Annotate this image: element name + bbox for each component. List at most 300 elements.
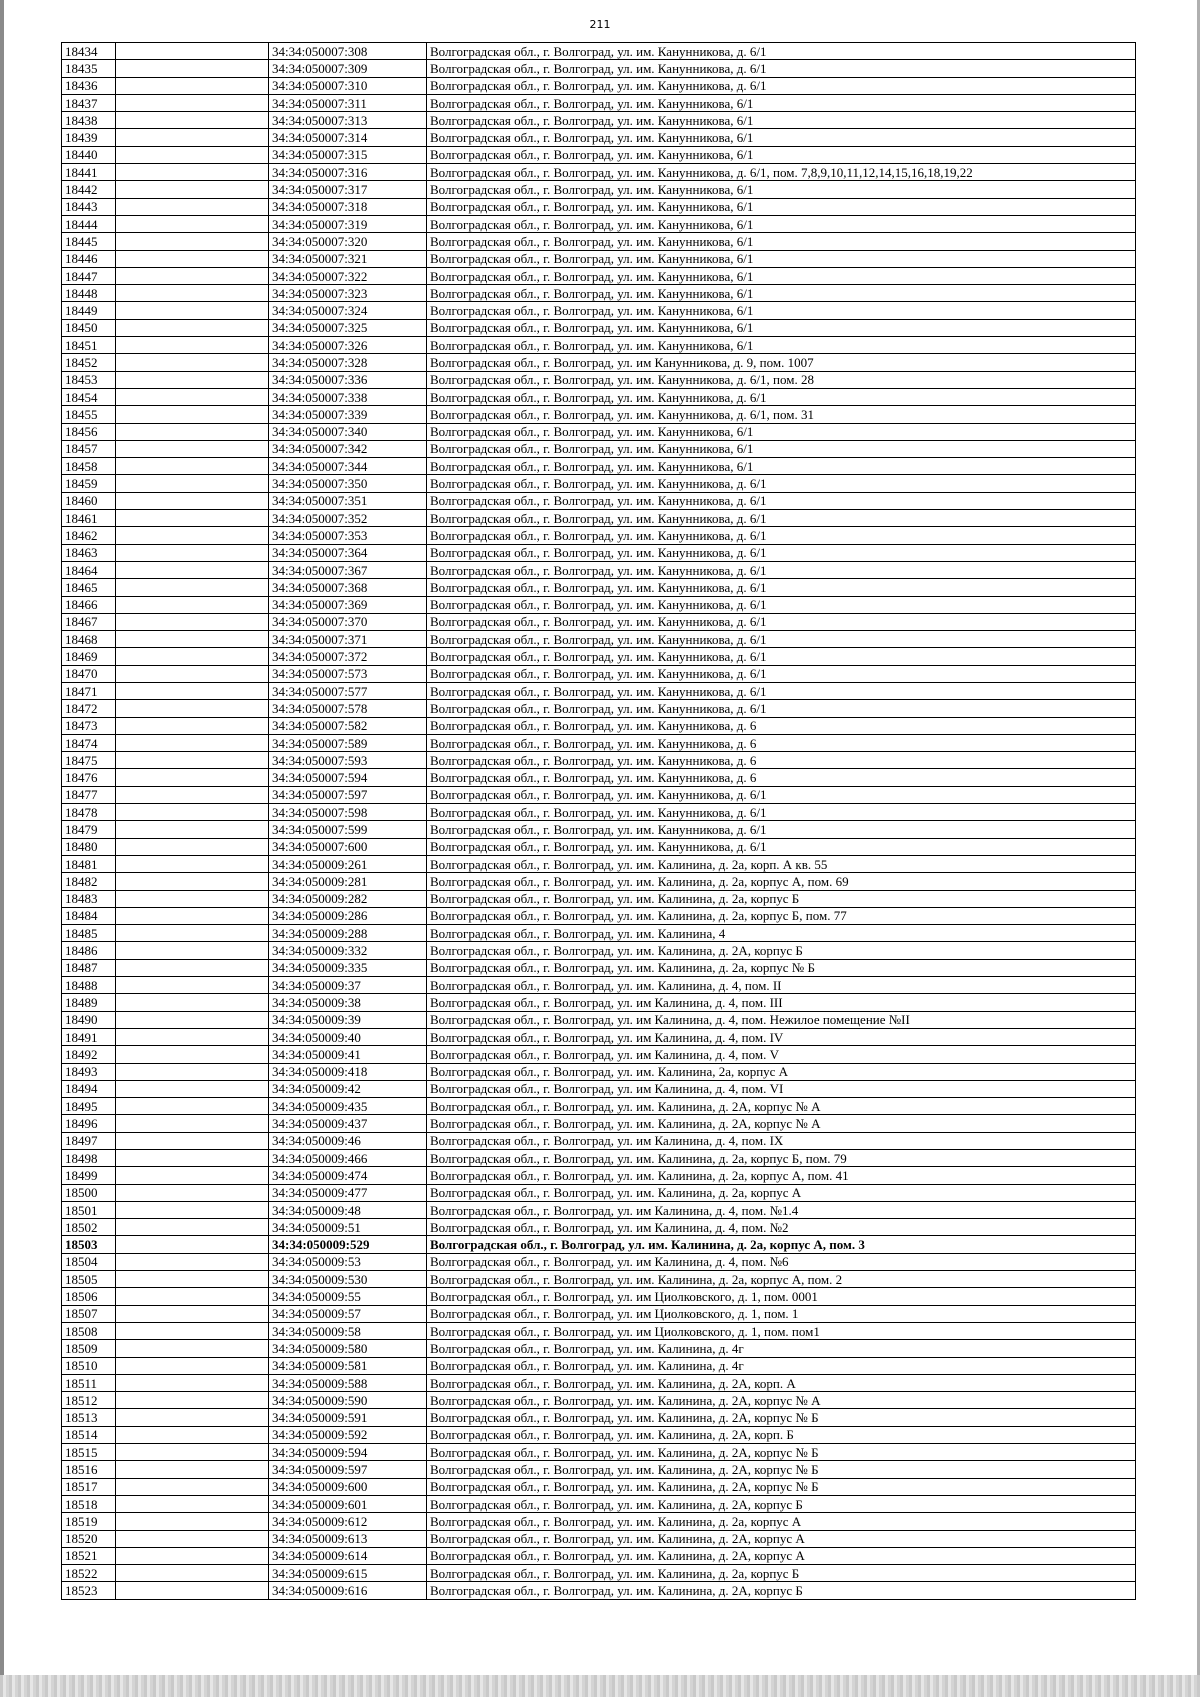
table-row — [62, 43, 1136, 60]
address-cell: Волгоградская обл., г. Волгоград, ул. им. Калинина, д. 2а, корпус Б — [427, 1565, 1136, 1582]
table-row — [62, 492, 1136, 509]
table-row — [62, 821, 1136, 838]
cadastral-number-cell: 34:34:050009:437 — [269, 1115, 427, 1132]
address-cell: Волгоградская обл., г. Волгоград, ул. им. Канунникова, 6/1 — [427, 94, 1136, 111]
table-row — [62, 129, 1136, 146]
cadastral-number-cell: 34:34:050009:612 — [269, 1513, 427, 1530]
row-number-cell: 18517 — [62, 1478, 116, 1495]
table-row — [62, 112, 1136, 129]
table-row — [62, 579, 1136, 596]
table-row — [62, 181, 1136, 198]
cadastral-number-cell: 34:34:050007:328 — [269, 354, 427, 371]
address-cell: Волгоградская обл., г. Волгоград, ул. им. Канунникова, д. 6/1, пом. 28 — [427, 371, 1136, 388]
address-cell: Волгоградская обл., г. Волгоград, ул. им. Калинина, д. 4г — [427, 1357, 1136, 1374]
table-row — [62, 665, 1136, 682]
address-cell: Волгоградская обл., г. Волгоград, ул. им. Канунникова, д. 6/1 — [427, 510, 1136, 527]
row-number-cell: 18443 — [62, 198, 116, 215]
empty-cell — [116, 1530, 269, 1547]
empty-cell — [116, 1322, 269, 1339]
table-row — [62, 267, 1136, 284]
table-row — [62, 1340, 1136, 1357]
empty-cell — [116, 786, 269, 803]
table-row — [62, 1426, 1136, 1443]
cadastral-number-cell: 34:34:050007:599 — [269, 821, 427, 838]
empty-cell — [116, 1253, 269, 1270]
cadastral-number-cell: 34:34:050007:320 — [269, 233, 427, 250]
empty-cell — [116, 492, 269, 509]
cadastral-number-cell: 34:34:050009:477 — [269, 1184, 427, 1201]
address-cell: Волгоградская обл., г. Волгоград, ул. им. Калинина, д. 2А, корпус № Б — [427, 1478, 1136, 1495]
empty-cell — [116, 1582, 269, 1599]
address-cell: Волгоградская обл., г. Волгоград, ул. им. Канунникова, 6/1 — [427, 423, 1136, 440]
row-number-cell: 18513 — [62, 1409, 116, 1426]
table-row — [62, 1322, 1136, 1339]
address-cell: Волгоградская обл., г. Волгоград, ул. им. Калинина, д. 4г — [427, 1340, 1136, 1357]
row-number-cell: 18489 — [62, 994, 116, 1011]
empty-cell — [116, 1098, 269, 1115]
empty-cell — [116, 734, 269, 751]
cadastral-number-cell: 34:34:050009:591 — [269, 1409, 427, 1426]
row-number-cell: 18461 — [62, 510, 116, 527]
page-number: 211 — [589, 18, 611, 31]
row-number-cell: 18470 — [62, 665, 116, 682]
table-row — [62, 1582, 1136, 1599]
cadastral-number-cell: 34:34:050007:318 — [269, 198, 427, 215]
table-row — [62, 1271, 1136, 1288]
address-cell: Волгоградская обл., г. Волгоград, ул. им. Калинина, д. 2а, корп. А кв. 55 — [427, 855, 1136, 872]
cadastral-number-cell: 34:34:050007:309 — [269, 60, 427, 77]
table-row — [62, 1253, 1136, 1270]
table-row — [62, 855, 1136, 872]
cadastral-number-cell: 34:34:050007:578 — [269, 700, 427, 717]
table-row — [62, 1184, 1136, 1201]
address-cell: Волгоградская обл., г. Волгоград, ул. им. Канунникова, д. 6/1 — [427, 43, 1136, 60]
cadastral-number-cell: 34:34:050007:319 — [269, 215, 427, 232]
cadastral-number-cell: 34:34:050007:336 — [269, 371, 427, 388]
empty-cell — [116, 579, 269, 596]
row-number-cell: 18460 — [62, 492, 116, 509]
row-number-cell: 18458 — [62, 458, 116, 475]
row-number-cell: 18505 — [62, 1271, 116, 1288]
row-number-cell: 18467 — [62, 613, 116, 630]
table-row — [62, 544, 1136, 561]
table-row — [62, 942, 1136, 959]
address-cell: Волгоградская обл., г. Волгоград, ул. им Калинина, д. 4, пом. V — [427, 1046, 1136, 1063]
cadastral-number-cell: 34:34:050009:288 — [269, 925, 427, 942]
address-cell: Волгоградская обл., г. Волгоград, ул. им. Канунникова, 6/1 — [427, 440, 1136, 457]
empty-cell — [116, 631, 269, 648]
table-row — [62, 164, 1136, 181]
row-number-cell: 18495 — [62, 1098, 116, 1115]
cadastral-number-cell: 34:34:050007:344 — [269, 458, 427, 475]
address-cell: Волгоградская обл., г. Волгоград, ул. им. Калинина, д. 2а, корпус А, пом. 41 — [427, 1167, 1136, 1184]
row-number-cell: 18486 — [62, 942, 116, 959]
registry-table-container — [61, 42, 1135, 1600]
empty-cell — [116, 1426, 269, 1443]
address-cell: Волгоградская обл., г. Волгоград, ул. им. Канунникова, д. 6 — [427, 717, 1136, 734]
registry-table-body — [62, 43, 1136, 1600]
cadastral-number-cell: 34:34:050007:351 — [269, 492, 427, 509]
table-row — [62, 752, 1136, 769]
address-cell: Волгоградская обл., г. Волгоград, ул. им. Канунникова, 6/1 — [427, 458, 1136, 475]
table-row — [62, 994, 1136, 1011]
cadastral-number-cell: 34:34:050009:588 — [269, 1374, 427, 1391]
address-cell: Волгоградская обл., г. Волгоград, ул. им. Калинина, д. 2А, корпус А — [427, 1547, 1136, 1564]
table-row — [62, 873, 1136, 890]
address-cell: Волгоградская обл., г. Волгоград, ул. им. Калинина, д. 2А, корпус № А — [427, 1098, 1136, 1115]
cadastral-number-cell: 34:34:050007:322 — [269, 267, 427, 284]
table-row — [62, 1565, 1136, 1582]
row-number-cell: 18449 — [62, 302, 116, 319]
address-cell: Волгоградская обл., г. Волгоград, ул. им. Калинина, д. 2А, корпус Б — [427, 1495, 1136, 1512]
empty-cell — [116, 285, 269, 302]
cadastral-number-cell: 34:34:050009:615 — [269, 1565, 427, 1582]
table-row — [62, 440, 1136, 457]
cadastral-number-cell: 34:34:050007:364 — [269, 544, 427, 561]
address-cell: Волгоградская обл., г. Волгоград, ул. им. Калинина, 4 — [427, 925, 1136, 942]
table-row — [62, 388, 1136, 405]
row-number-cell: 18480 — [62, 838, 116, 855]
row-number-cell: 18484 — [62, 907, 116, 924]
address-cell: Волгоградская обл., г. Волгоград, ул. им. Канунникова, д. 6/1 — [427, 786, 1136, 803]
address-cell: Волгоградская обл., г. Волгоград, ул. им. Калинина, 2а, корпус А — [427, 1063, 1136, 1080]
cadastral-number-cell: 34:34:050009:529 — [269, 1236, 427, 1253]
cadastral-number-cell: 34:34:050009:42 — [269, 1080, 427, 1097]
cadastral-number-cell: 34:34:050007:314 — [269, 129, 427, 146]
empty-cell — [116, 112, 269, 129]
address-cell: Волгоградская обл., г. Волгоград, ул. им Канунникова, д. 9, пом. 1007 — [427, 354, 1136, 371]
empty-cell — [116, 544, 269, 561]
row-number-cell: 18503 — [62, 1236, 116, 1253]
table-row — [62, 371, 1136, 388]
cadastral-number-cell: 34:34:050009:418 — [269, 1063, 427, 1080]
empty-cell — [116, 769, 269, 786]
empty-cell — [116, 682, 269, 699]
empty-cell — [116, 164, 269, 181]
table-row — [62, 769, 1136, 786]
cadastral-number-cell: 34:34:050009:530 — [269, 1271, 427, 1288]
row-number-cell: 18490 — [62, 1011, 116, 1028]
row-number-cell: 18497 — [62, 1132, 116, 1149]
address-cell: Волгоградская обл., г. Волгоград, ул. им. Канунникова, 6/1 — [427, 233, 1136, 250]
row-number-cell: 18476 — [62, 769, 116, 786]
address-cell: Волгоградская обл., г. Волгоград, ул. им Циолковского, д. 1, пом. 0001 — [427, 1288, 1136, 1305]
address-cell: Волгоградская обл., г. Волгоград, ул. им. Канунникова, д. 6/1 — [427, 631, 1136, 648]
empty-cell — [116, 1547, 269, 1564]
address-cell: Волгоградская обл., г. Волгоград, ул. им. Канунникова, д. 6/1, пом. 7,8,9,10,11,12,14,15,16,18,19,22 — [427, 164, 1136, 181]
row-number-cell: 18491 — [62, 1028, 116, 1045]
cadastral-number-cell: 34:34:050009:590 — [269, 1392, 427, 1409]
cadastral-number-cell: 34:34:050007:598 — [269, 804, 427, 821]
row-number-cell: 18498 — [62, 1150, 116, 1167]
row-number-cell: 18464 — [62, 561, 116, 578]
empty-cell — [116, 267, 269, 284]
address-cell: Волгоградская обл., г. Волгоград, ул. им. Канунникова, д. 6/1 — [427, 682, 1136, 699]
empty-cell — [116, 907, 269, 924]
address-cell: Волгоградская обл., г. Волгоград, ул. им. Канунникова, д. 6 — [427, 769, 1136, 786]
row-number-cell: 18463 — [62, 544, 116, 561]
empty-cell — [116, 959, 269, 976]
cadastral-number-cell: 34:34:050007:372 — [269, 648, 427, 665]
address-cell: Волгоградская обл., г. Волгоград, ул. им. Калинина, д. 2а, корпус А — [427, 1184, 1136, 1201]
table-row — [62, 613, 1136, 630]
row-number-cell: 18469 — [62, 648, 116, 665]
scan-bottom-edge — [0, 1675, 1200, 1697]
cadastral-number-cell: 34:34:050009:286 — [269, 907, 427, 924]
row-number-cell: 18468 — [62, 631, 116, 648]
table-row — [62, 1392, 1136, 1409]
row-number-cell: 18475 — [62, 752, 116, 769]
address-cell: Волгоградская обл., г. Волгоград, ул. им. Калинина, д. 2а, корпус А — [427, 1513, 1136, 1530]
table-row — [62, 510, 1136, 527]
row-number-cell: 18472 — [62, 700, 116, 717]
cadastral-number-cell: 34:34:050009:597 — [269, 1461, 427, 1478]
address-cell: Волгоградская обл., г. Волгоград, ул. им. Канунникова, д. 6/1 — [427, 527, 1136, 544]
row-number-cell: 18499 — [62, 1167, 116, 1184]
row-number-cell: 18465 — [62, 579, 116, 596]
empty-cell — [116, 752, 269, 769]
table-row — [62, 302, 1136, 319]
row-number-cell: 18518 — [62, 1495, 116, 1512]
row-number-cell: 18507 — [62, 1305, 116, 1322]
address-cell: Волгоградская обл., г. Волгоград, ул. им Циолковского, д. 1, пом. пом1 — [427, 1322, 1136, 1339]
address-cell: Волгоградская обл., г. Волгоград, ул. им. Канунникова, 6/1 — [427, 215, 1136, 232]
table-row — [62, 146, 1136, 163]
cadastral-number-cell: 34:34:050009:581 — [269, 1357, 427, 1374]
row-number-cell: 18493 — [62, 1063, 116, 1080]
row-number-cell: 18479 — [62, 821, 116, 838]
row-number-cell: 18520 — [62, 1530, 116, 1547]
empty-cell — [116, 77, 269, 94]
cadastral-number-cell: 34:34:050009:38 — [269, 994, 427, 1011]
row-number-cell: 18451 — [62, 337, 116, 354]
table-row — [62, 717, 1136, 734]
row-number-cell: 18483 — [62, 890, 116, 907]
cadastral-number-cell: 34:34:050009:261 — [269, 855, 427, 872]
address-cell: Волгоградская обл., г. Волгоград, ул. им. Канунникова, д. 6/1 — [427, 821, 1136, 838]
cadastral-number-cell: 34:34:050009:580 — [269, 1340, 427, 1357]
empty-cell — [116, 1392, 269, 1409]
address-cell: Волгоградская обл., г. Волгоград, ул. им. Калинина, д. 2а, корпус А, пом. 2 — [427, 1271, 1136, 1288]
table-row — [62, 233, 1136, 250]
cadastral-number-cell: 34:34:050007:308 — [269, 43, 427, 60]
row-number-cell: 18456 — [62, 423, 116, 440]
table-row — [62, 198, 1136, 215]
row-number-cell: 18474 — [62, 734, 116, 751]
empty-cell — [116, 613, 269, 630]
row-number-cell: 18444 — [62, 215, 116, 232]
address-cell: Волгоградская обл., г. Волгоград, ул. им. Канунникова, д. 6/1 — [427, 475, 1136, 492]
cadastral-number-cell: 34:34:050007:316 — [269, 164, 427, 181]
row-number-cell: 18501 — [62, 1201, 116, 1218]
row-number-cell: 18522 — [62, 1565, 116, 1582]
table-row — [62, 1547, 1136, 1564]
empty-cell — [116, 1409, 269, 1426]
row-number-cell: 18457 — [62, 440, 116, 457]
address-cell: Волгоградская обл., г. Волгоград, ул. им Калинина, д. 4, пом. IX — [427, 1132, 1136, 1149]
empty-cell — [116, 1461, 269, 1478]
cadastral-number-cell: 34:34:050009:466 — [269, 1150, 427, 1167]
empty-cell — [116, 925, 269, 942]
address-cell: Волгоградская обл., г. Волгоград, ул. им. Канунникова, д. 6/1 — [427, 804, 1136, 821]
address-cell: Волгоградская обл., г. Волгоград, ул. им. Канунникова, 6/1 — [427, 146, 1136, 163]
registry-table — [61, 42, 1136, 1600]
empty-cell — [116, 94, 269, 111]
cadastral-number-cell: 34:34:050009:40 — [269, 1028, 427, 1045]
empty-cell — [116, 510, 269, 527]
empty-cell — [116, 1236, 269, 1253]
cadastral-number-cell: 34:34:050007:339 — [269, 406, 427, 423]
empty-cell — [116, 302, 269, 319]
empty-cell — [116, 1028, 269, 1045]
table-row — [62, 60, 1136, 77]
address-cell: Волгоградская обл., г. Волгоград, ул. им. Канунникова, д. 6/1 — [427, 77, 1136, 94]
table-row — [62, 423, 1136, 440]
empty-cell — [116, 198, 269, 215]
row-number-cell: 18512 — [62, 1392, 116, 1409]
table-row — [62, 1011, 1136, 1028]
cadastral-number-cell: 34:34:050009:48 — [269, 1201, 427, 1218]
row-number-cell: 18510 — [62, 1357, 116, 1374]
empty-cell — [116, 665, 269, 682]
cadastral-number-cell: 34:34:050009:39 — [269, 1011, 427, 1028]
cadastral-number-cell: 34:34:050007:317 — [269, 181, 427, 198]
address-cell: Волгоградская обл., г. Волгоград, ул. им. Канунникова, д. 6/1, пом. 31 — [427, 406, 1136, 423]
empty-cell — [116, 440, 269, 457]
cadastral-number-cell: 34:34:050007:338 — [269, 388, 427, 405]
cadastral-number-cell: 34:34:050009:57 — [269, 1305, 427, 1322]
address-cell: Волгоградская обл., г. Волгоград, ул. им. Канунникова, д. 6 — [427, 752, 1136, 769]
table-row — [62, 1219, 1136, 1236]
address-cell: Волгоградская обл., г. Волгоград, ул. им. Калинина, д. 2а, корпус Б — [427, 890, 1136, 907]
table-row — [62, 734, 1136, 751]
cadastral-number-cell: 34:34:050009:51 — [269, 1219, 427, 1236]
address-cell: Волгоградская обл., г. Волгоград, ул. им. Канунникова, д. 6/1 — [427, 648, 1136, 665]
cadastral-number-cell: 34:34:050007:313 — [269, 112, 427, 129]
address-cell: Волгоградская обл., г. Волгоград, ул. им. Канунникова, д. 6 — [427, 734, 1136, 751]
table-row — [62, 527, 1136, 544]
address-cell: Волгоградская обл., г. Волгоград, ул. им. Канунникова, 6/1 — [427, 285, 1136, 302]
table-row — [62, 215, 1136, 232]
row-number-cell: 18500 — [62, 1184, 116, 1201]
table-row — [62, 1357, 1136, 1374]
cadastral-number-cell: 34:34:050007:342 — [269, 440, 427, 457]
address-cell: Волгоградская обл., г. Волгоград, ул. им. Калинина, д. 2а, корпус Б, пом. 77 — [427, 907, 1136, 924]
empty-cell — [116, 1357, 269, 1374]
empty-cell — [116, 1305, 269, 1322]
table-row — [62, 977, 1136, 994]
cadastral-number-cell: 34:34:050007:340 — [269, 423, 427, 440]
empty-cell — [116, 1288, 269, 1305]
row-number-cell: 18509 — [62, 1340, 116, 1357]
empty-cell — [116, 648, 269, 665]
table-row — [62, 1063, 1136, 1080]
cadastral-number-cell: 34:34:050009:592 — [269, 1426, 427, 1443]
row-number-cell: 18478 — [62, 804, 116, 821]
cadastral-number-cell: 34:34:050007:573 — [269, 665, 427, 682]
address-cell: Волгоградская обл., г. Волгоград, ул. им Калинина, д. 4, пом. IV — [427, 1028, 1136, 1045]
table-row — [62, 458, 1136, 475]
row-number-cell: 18448 — [62, 285, 116, 302]
address-cell: Волгоградская обл., г. Волгоград, ул. им. Канунникова, 6/1 — [427, 250, 1136, 267]
cadastral-number-cell: 34:34:050007:371 — [269, 631, 427, 648]
address-cell: Волгоградская обл., г. Волгоград, ул. им. Калинина, д. 2а, корпус А, пом. 3 — [427, 1236, 1136, 1253]
cadastral-number-cell: 34:34:050009:435 — [269, 1098, 427, 1115]
address-cell: Волгоградская обл., г. Волгоград, ул. им. Канунникова, 6/1 — [427, 112, 1136, 129]
cadastral-number-cell: 34:34:050009:58 — [269, 1322, 427, 1339]
row-number-cell: 18466 — [62, 596, 116, 613]
row-number-cell: 18459 — [62, 475, 116, 492]
empty-cell — [116, 717, 269, 734]
empty-cell — [116, 43, 269, 60]
cadastral-number-cell: 34:34:050007:582 — [269, 717, 427, 734]
address-cell: Волгоградская обл., г. Волгоград, ул. им. Калинина, д. 2А, корпус № Б — [427, 1461, 1136, 1478]
cadastral-number-cell: 34:34:050009:614 — [269, 1547, 427, 1564]
table-row — [62, 1098, 1136, 1115]
cadastral-number-cell: 34:34:050009:37 — [269, 977, 427, 994]
empty-cell — [116, 215, 269, 232]
address-cell: Волгоградская обл., г. Волгоград, ул. им. Канунникова, д. 6/1 — [427, 700, 1136, 717]
row-number-cell: 18447 — [62, 267, 116, 284]
table-row — [62, 682, 1136, 699]
cadastral-number-cell: 34:34:050007:321 — [269, 250, 427, 267]
address-cell: Волгоградская обл., г. Волгоград, ул. им. Калинина, д. 2А, корпус № Б — [427, 1444, 1136, 1461]
address-cell: Волгоградская обл., г. Волгоград, ул. им Калинина, д. 4, пом. №1.4 — [427, 1201, 1136, 1218]
cadastral-number-cell: 34:34:050007:325 — [269, 319, 427, 336]
empty-cell — [116, 1340, 269, 1357]
cadastral-number-cell: 34:34:050007:310 — [269, 77, 427, 94]
row-number-cell: 18477 — [62, 786, 116, 803]
empty-cell — [116, 1513, 269, 1530]
row-number-cell: 18434 — [62, 43, 116, 60]
empty-cell — [116, 821, 269, 838]
address-cell: Волгоградская обл., г. Волгоград, ул. им. Калинина, д. 2а, корпус Б, пом. 79 — [427, 1150, 1136, 1167]
address-cell: Волгоградская обл., г. Волгоград, ул. им. Канунникова, д. 6/1 — [427, 613, 1136, 630]
address-cell: Волгоградская обл., г. Волгоград, ул. им. Калинина, д. 2А, корпус № Б — [427, 1409, 1136, 1426]
empty-cell — [116, 527, 269, 544]
empty-cell — [116, 337, 269, 354]
empty-cell — [116, 1115, 269, 1132]
table-row — [62, 319, 1136, 336]
table-row — [62, 94, 1136, 111]
address-cell: Волгоградская обл., г. Волгоград, ул. им Калинина, д. 4, пом. III — [427, 994, 1136, 1011]
address-cell: Волгоградская обл., г. Волгоград, ул. им. Канунникова, 6/1 — [427, 181, 1136, 198]
empty-cell — [116, 1478, 269, 1495]
cadastral-number-cell: 34:34:050009:335 — [269, 959, 427, 976]
table-row — [62, 1444, 1136, 1461]
table-row — [62, 1132, 1136, 1149]
table-row — [62, 1115, 1136, 1132]
row-number-cell: 18519 — [62, 1513, 116, 1530]
row-number-cell: 18514 — [62, 1426, 116, 1443]
empty-cell — [116, 804, 269, 821]
row-number-cell: 18455 — [62, 406, 116, 423]
table-row — [62, 1201, 1136, 1218]
table-row — [62, 907, 1136, 924]
empty-cell — [116, 146, 269, 163]
empty-cell — [116, 855, 269, 872]
table-row — [62, 700, 1136, 717]
table-row — [62, 285, 1136, 302]
address-cell: Волгоградская обл., г. Волгоград, ул. им. Калинина, д. 2А, корпус Б — [427, 942, 1136, 959]
address-cell: Волгоградская обл., г. Волгоград, ул. им. Калинина, д. 2А, корпус А — [427, 1530, 1136, 1547]
cadastral-number-cell: 34:34:050007:368 — [269, 579, 427, 596]
row-number-cell: 18437 — [62, 94, 116, 111]
empty-cell — [116, 475, 269, 492]
empty-cell — [116, 1184, 269, 1201]
row-number-cell: 18523 — [62, 1582, 116, 1599]
cadastral-number-cell: 34:34:050007:352 — [269, 510, 427, 527]
